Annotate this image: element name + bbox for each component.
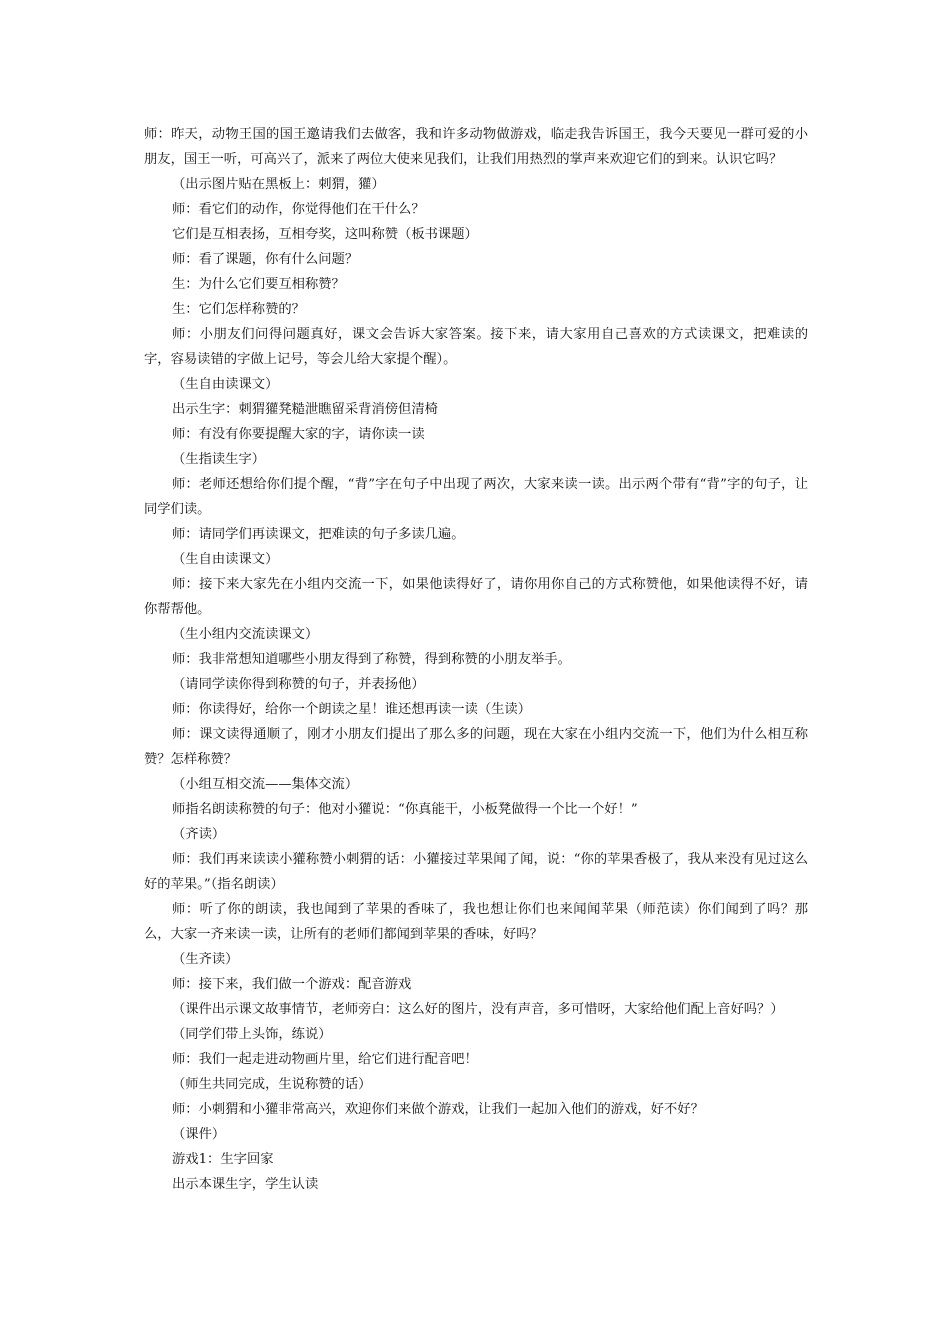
paragraph: 出示本课生字，学生认读 — [172, 1177, 319, 1192]
paragraph: 师：我非常想知道哪些小朋友得到了称赞，得到称赞的小朋友举手。 — [172, 652, 571, 667]
paragraph: （师生共同完成，生说称赞的话） — [172, 1077, 372, 1092]
paragraph: 生：为什么它们要互相称赞？ — [172, 277, 345, 292]
paragraph: 师：请同学们再读课文，把难读的句子多读几遍。 — [172, 527, 465, 542]
paragraph: 师：有没有你要提醒大家的字，请你读一读 — [172, 427, 425, 442]
paragraph: 师：看了课题，你有什么问题？ — [172, 252, 359, 267]
paragraph: （请同学读你得到称赞的句子，并表扬他） — [172, 677, 425, 692]
paragraph: 师：昨天，动物王国的国王邀请我们去做客，我和许多动物做游戏，临走我告诉国王，我今天要见一群可爱的小朋友，国王一听，可高兴了，派来了两位大使来见我们，让我们用热烈的掌声来欢迎它们的到来。认识它吗？ — [144, 127, 808, 167]
paragraph: （齐读） — [172, 827, 226, 842]
paragraph: （课件） — [172, 1127, 226, 1142]
paragraph: （课件出示课文故事情节，老师旁白：这么好的图片，没有声音，多可惜呀，大家给他们配上音好吗？） — [172, 1002, 784, 1017]
paragraph: 生：它们怎样称赞的？ — [172, 302, 305, 317]
paragraph: （生自由读课文） — [172, 552, 279, 567]
paragraph: （生齐读） — [172, 952, 239, 967]
paragraph: （小组互相交流——集体交流） — [172, 777, 359, 792]
paragraph: （生小组内交流读课文） — [172, 627, 319, 642]
paragraph: 游戏1：生字回家 — [172, 1152, 274, 1167]
paragraph: 师：接下来大家先在小组内交流一下，如果他读得好了，请你用你自己的方式称赞他，如果他读得不好，请你帮帮他。 — [144, 577, 808, 617]
paragraph: （生指读生字） — [172, 452, 266, 467]
paragraph: 师：接下来，我们做一个游戏：配音游戏 — [172, 977, 412, 992]
paragraph: 师：你读得好，给你一个朗读之星！谁还想再读一读（生读） — [172, 702, 532, 717]
paragraph: 它们是互相表扬，互相夸奖，这叫称赞（板书课题） — [172, 227, 478, 242]
paragraph: （出示图片贴在黑板上：刺猬，獾） — [172, 177, 385, 192]
paragraph: 师：我们一起走进动物画片里，给它们进行配音吧！ — [172, 1052, 478, 1067]
paragraph: 师：听了你的朗读，我也闻到了苹果的香味了，我也想让你们也来闻闻苹果（师范读）你们闻到了吗？那么，大家一齐来读一读，让所有的老师们都闻到苹果的香味，好吗？ — [144, 902, 808, 942]
paragraph: （同学们带上头饰，练说） — [172, 1027, 332, 1042]
document-body — [144, 122, 808, 1197]
paragraph: （生自由读课文） — [172, 377, 279, 392]
paragraph: 师：小刺猬和小獾非常高兴，欢迎你们来做个游戏，让我们一起加入他们的游戏，好不好？ — [172, 1102, 704, 1117]
paragraph: 师：老师还想给你们提个醒，“背”字在句子中出现了两次，大家来读一读。出示两个带有“背”字的句子，让同学们读。 — [144, 477, 808, 517]
paragraph: 师：我们再来读读小獾称赞小刺猬的话：小獾接过苹果闻了闻，说：“你的苹果香极了，我从来没有见过这么好的苹果。”（指名朗读） — [144, 852, 808, 892]
paragraph: 师：看它们的动作，你觉得他们在干什么？ — [172, 202, 425, 217]
paragraph: 师：课文读得通顺了，刚才小朋友们提出了那么多的问题，现在大家在小组内交流一下，他们为什么相互称赞？怎样称赞？ — [144, 727, 808, 767]
paragraph: 出示生字：刺猬獾凳糙泄瞧留采背消傍但清椅 — [172, 402, 438, 417]
paragraph: 师指名朗读称赞的句子：他对小獾说：“你真能干，小板凳做得一个比一个好！” — [172, 802, 638, 817]
paragraph: 师：小朋友们问得问题真好，课文会告诉大家答案。接下来，请大家用自己喜欢的方式读课文，把难读的字，容易读错的字做上记号，等会儿给大家提个醒）。 — [144, 327, 808, 367]
